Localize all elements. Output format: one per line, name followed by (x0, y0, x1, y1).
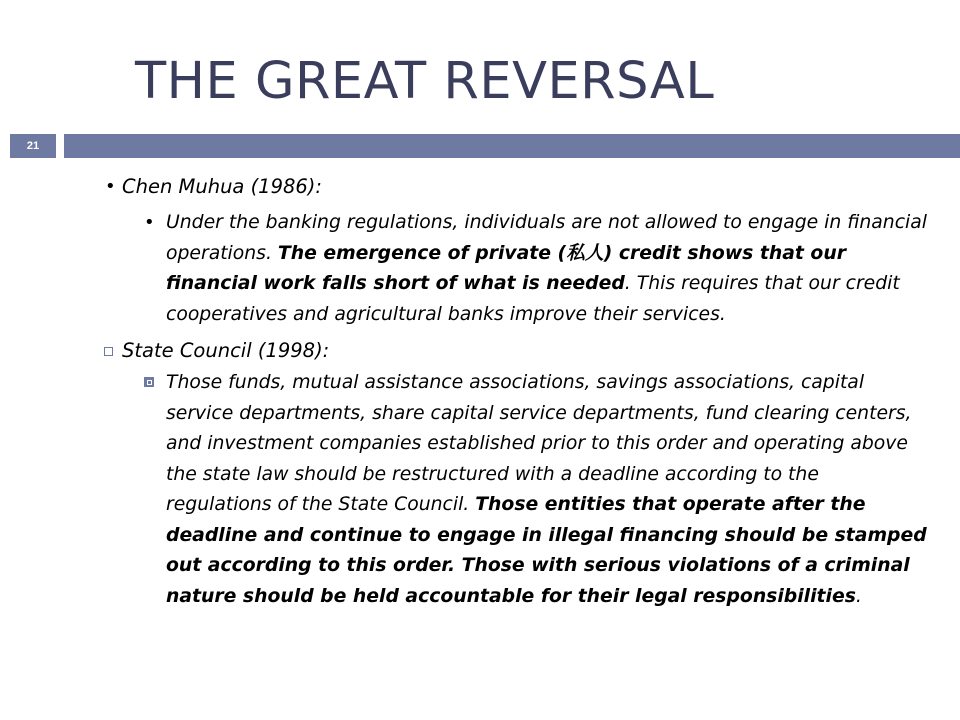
slide-title: THE GREAT REVERSAL (135, 52, 715, 111)
bullet-heading: Chen Muhua (1986): (122, 175, 322, 198)
sub-bullet-text: Those funds, mutual assistance associations, savings associations, capital service departments, share capital service departments, fund clearing centers, and investment companies established prior to this order and operating above the state law should be restructured with a deadline according to the regulations of the State Council. (166, 372, 912, 515)
sub-bullet-text: Under the banking regulations, individuals are not allowed to engage in financial operations. (166, 212, 927, 264)
slide-body (100, 172, 940, 612)
hollow-square-bullet-icon (104, 347, 113, 356)
slide-number-badge (10, 134, 56, 158)
sub-bullet-item-chen-muhua (100, 208, 940, 330)
bullet-heading: State Council (1998): (122, 339, 330, 362)
sub-bullet-text-end: . This requires that our credit cooperatives and agricultural banks improve their services. (166, 273, 900, 325)
bullet-item-chen-muhua (100, 172, 940, 202)
slide-number: 21 (26, 140, 40, 152)
bullet-item-state-council (100, 336, 940, 366)
filled-square-bullet-icon (144, 377, 154, 387)
sub-bullet-item-state-council (100, 368, 940, 612)
round-bullet-icon: • (144, 212, 155, 233)
sub-bullet-bold-text: The emergence of private (私人) credit shows that our financial work falls short of what is needed (166, 242, 846, 294)
header-accent-bar (64, 134, 960, 158)
round-bullet-icon: • (105, 176, 116, 197)
sub-bullet-text-end: . (855, 585, 862, 607)
sub-bullet-bold-text: Those entities that operate after the deadline and continue to engage in illegal financing should be stamped out according to this order. Those with serious violations of a criminal nature should be held accountable for their legal responsibilities (166, 494, 927, 607)
